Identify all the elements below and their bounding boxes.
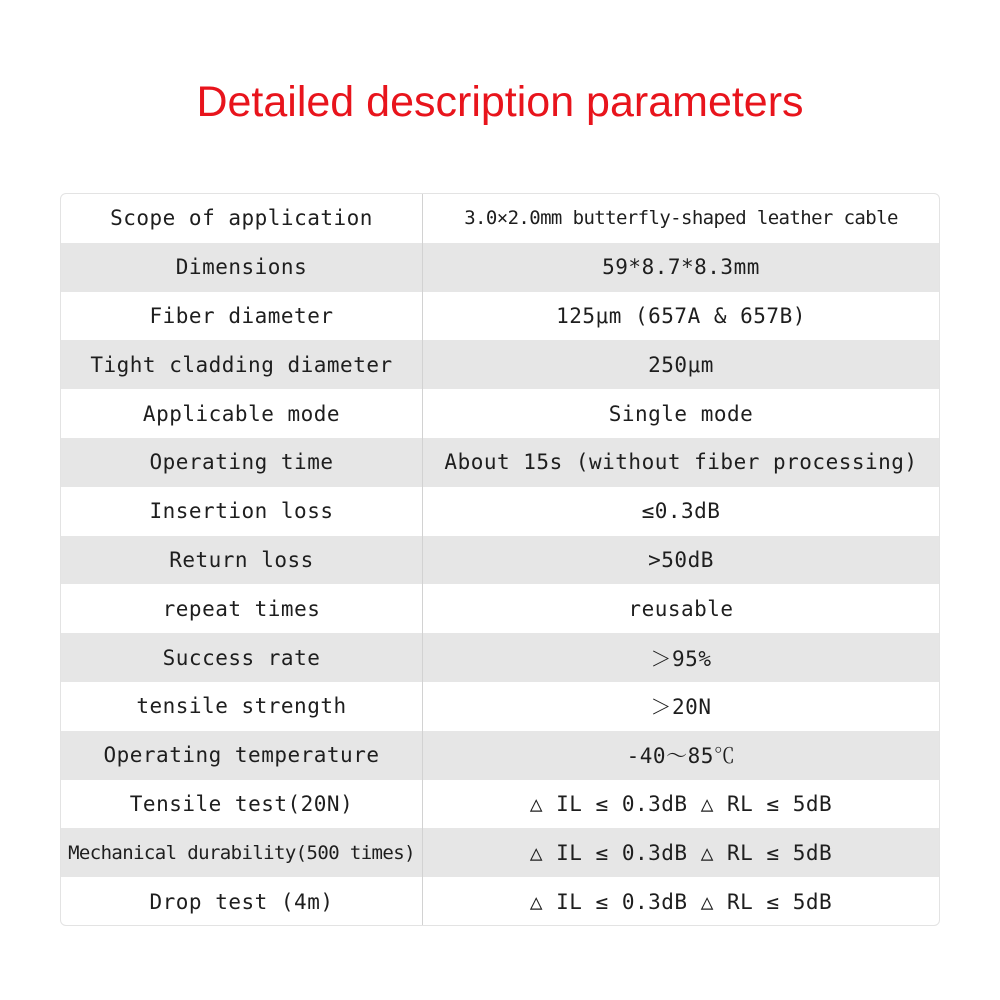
- table-row: [61, 292, 939, 341]
- table-row: [61, 731, 939, 780]
- spec-value: 3.0×2.0mm butterfly-shaped leather cable: [464, 207, 898, 230]
- table-row: [61, 243, 939, 292]
- table-row: [61, 389, 939, 438]
- spec-value: △ IL ≤ 0.3dB △ RL ≤ 5dB: [529, 791, 833, 816]
- spec-label: Tight cladding diameter: [61, 340, 423, 389]
- spec-value: About 15s (without fiber processing): [444, 450, 918, 475]
- spec-value: 125μm (657A & 657B): [556, 303, 806, 328]
- spec-label: Drop test (4m): [61, 877, 423, 926]
- spec-label: tensile strength: [61, 682, 423, 731]
- table-row: [61, 584, 939, 633]
- spec-value: ＞95%: [650, 646, 712, 671]
- spec-label: Operating time: [61, 438, 423, 487]
- spec-label: repeat times: [61, 584, 423, 633]
- table-row: [61, 633, 939, 682]
- spec-label: Mechanical durability(500 times): [61, 828, 423, 877]
- page-title: Detailed description parameters: [196, 78, 804, 126]
- table-row: [61, 682, 939, 731]
- spec-label: Dimensions: [61, 243, 423, 292]
- table-row: [61, 487, 939, 536]
- spec-value: 59*8.7*8.3mm: [602, 255, 760, 280]
- spec-value: ≤0.3dB: [641, 499, 721, 524]
- spec-value: reusable: [628, 596, 734, 621]
- spec-label: Return loss: [61, 536, 423, 585]
- spec-value: 250μm: [648, 352, 714, 377]
- table-row: [61, 438, 939, 487]
- spec-label: Fiber diameter: [61, 292, 423, 341]
- spec-label: Insertion loss: [61, 487, 423, 536]
- spec-value: ＞20N: [650, 695, 712, 720]
- table-row: [61, 194, 939, 243]
- table-row: [61, 536, 939, 585]
- spec-label: Tensile test(20N): [61, 780, 423, 829]
- spec-value: >50dB: [648, 547, 714, 572]
- spec-value: △ IL ≤ 0.3dB △ RL ≤ 5dB: [529, 840, 833, 865]
- spec-label: Scope of application: [61, 194, 423, 243]
- table-row: [61, 877, 939, 926]
- spec-label: Operating temperature: [61, 731, 423, 780]
- spec-label: Success rate: [61, 633, 423, 682]
- spec-value: △ IL ≤ 0.3dB △ RL ≤ 5dB: [529, 889, 833, 914]
- table-row: [61, 340, 939, 389]
- table-row: [61, 780, 939, 829]
- spec-table: [60, 193, 940, 926]
- spec-label: Applicable mode: [61, 389, 423, 438]
- spec-value: -40～85℃: [626, 744, 736, 769]
- table-row: [61, 828, 939, 877]
- spec-value: Single mode: [608, 401, 754, 426]
